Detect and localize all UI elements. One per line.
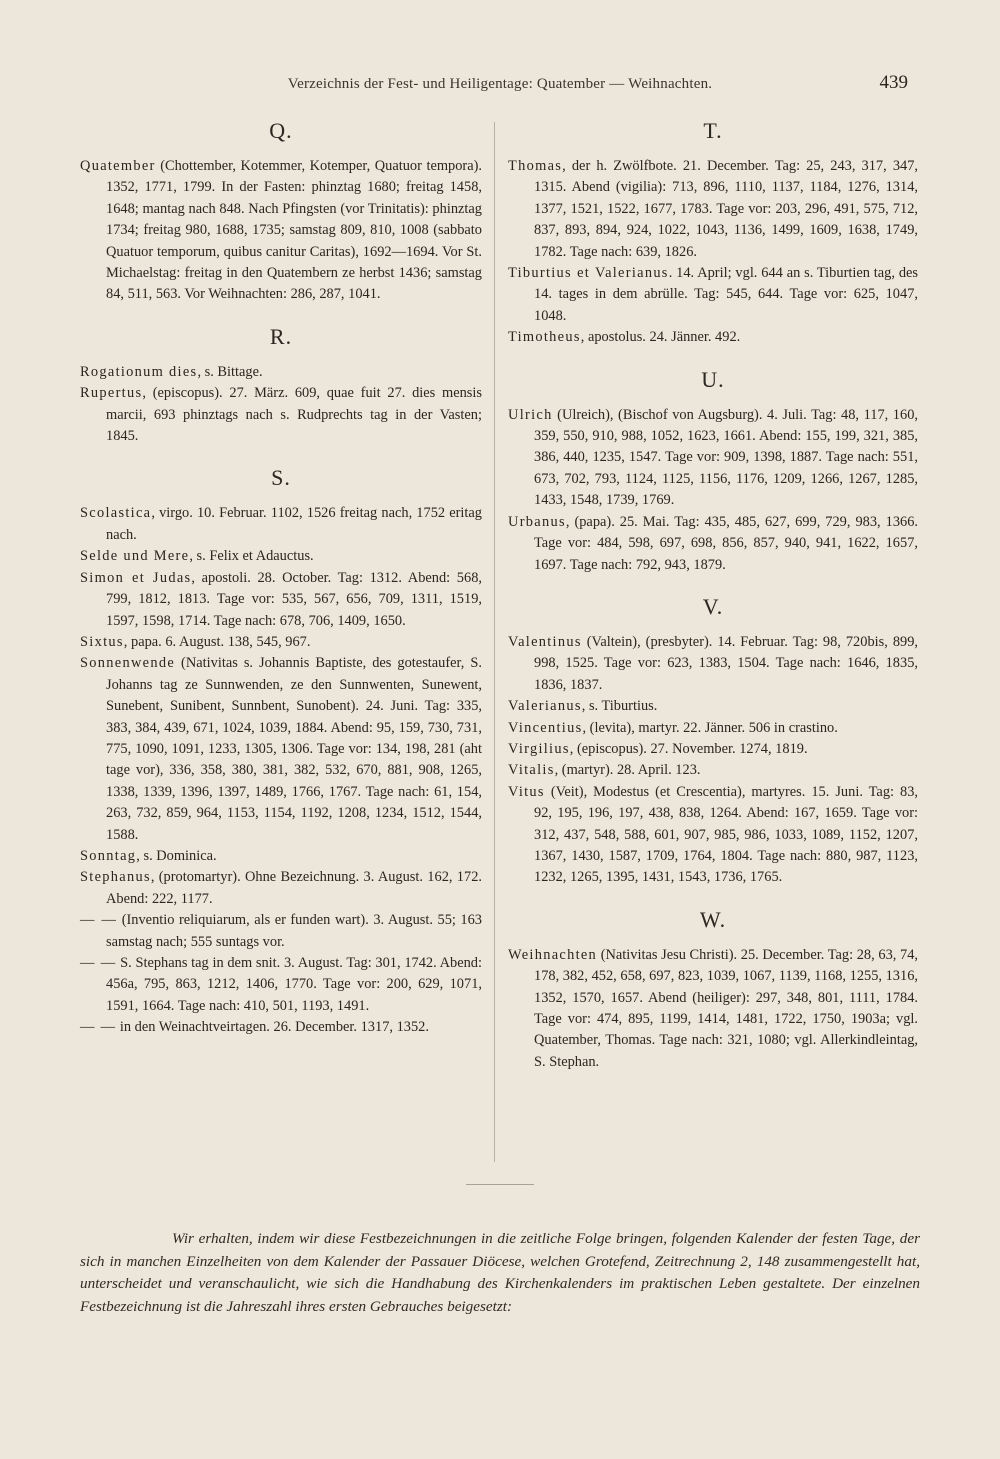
entry-head: Timotheus — [508, 329, 581, 346]
section-letter-t: T. — [703, 118, 723, 143]
entry-text: (Chottember, Kotemmer, Kotemper, Quatuor tempora). 1352, 1771, 1799. In der Fasten: phinztag 1680; freitag 1458, 1648; mantag nach 848. Nach Pfingsten (vor Trinitatis): phinztag 1734; freitag 980, 1688, 1735; samstag 809, 810, 1008 (sabbato Quatuor temporum, quibus canitur Caritas), 1692—1694. Vor St. Michaelstag: freitag in den Quatembern ze herbst 1436; samstag 84, 511, 563. Vor Weihnachten: 286, 287, 1041. — [106, 158, 482, 303]
entry-text: (Valtein), (presbyter). 14. Februar. Tag: 98, 720bis, 899, 998, 1525. Tage vor: 623, 1383, 1504. Tage nach: 1646, 1835, 1836, 1837. — [534, 633, 918, 693]
entry-text: , apostolus. 24. Jänner. 492. — [580, 329, 741, 346]
entry-scolastica — [80, 503, 482, 546]
entry-quatember — [80, 156, 482, 306]
entry-thomas — [508, 156, 918, 263]
section-letter-r: R. — [269, 323, 293, 349]
entry-vincentius — [508, 718, 918, 739]
entry-text: (Ulreich), (Bischof von Augsburg). 4. Juli. Tag: 48, 117, 160, 359, 550, 910, 988, 1052, 1623, 1661. Abend: 155, 199, 321, 385, 386, 440, 1235, 1547. Tage vor: 909, 1398, 1887. Tage nach: 551, 673, 702, 793, 1124, 1125, 1156, 1176, 1209, 1266, 1267, 1285, 1433, 1548, 1739, 1769. — [534, 406, 918, 509]
entry-text: (Nativitas s. Johannis Baptiste, des gotestaufer, S. Johanns tag ze Sunnwenden, ze den Sunnwenten, Sunewent, Sunebent, Sunibent, Sunnbent, Sunobent). 24. Juni. Tag: 335, 383, 384, 439, 671, 1024, 1039, 1884. Abend: 95, 159, 730, 731, 775, 1090, 1091, 1233, 1305, 1306. Tage vor: 134, 198, 281 (aht tage vor), 336, 358, 380, 381, 382, 532, 670, 881, 908, 1265, 1338, 1339, 1396, 1397, 1489, 1766, 1767. Tage nach: 61, 154, 263, 732, 859, 964, 1153, 1154, 1192, 1208, 1234, 1512, 1544, 1588. — [106, 655, 482, 843]
entry-tiburtius — [508, 263, 918, 327]
entry-text: S. Stephans tag in dem snit. 3. August. Tag: 301, 1742. Abend: 456a, 795, 863, 1212, 1406, 1770. Tage vor: 200, 629, 1071, 1591, 1664. Tage nach: 410, 501, 1193, 1491. — [106, 955, 482, 1014]
entry-head: — — — [80, 955, 117, 971]
entry-text: (Nativitas Jesu Christi). 25. December. Tag: 28, 63, 74, 178, 382, 452, 658, 697, 823, 1039, 1067, 1139, 1168, 1255, 1316, 1352, 1570, 1657. Abend (heiliger): 297, 348, 801, 1111, 1784. Tage vor: 474, 895, 1199, 1414, 1481, 1722, 1750, 1903a; vgl. Quatember, Thomas. Tage nach: 321, 1080; vgl. Allerkindleintag, S. Stephan. — [534, 946, 918, 1070]
entry-vitus — [508, 782, 918, 889]
column-divider — [494, 122, 495, 1162]
entry-virgilius — [508, 739, 918, 760]
right-column — [508, 118, 918, 1073]
entry-head: Sonntag — [80, 847, 137, 864]
entry-text: , s. Bittage. — [197, 363, 263, 380]
entry-head: — — — [80, 912, 118, 929]
entry-stephanus-snit — [80, 953, 482, 1017]
entry-text: , papa. 6. August. 138, 545, 967. — [123, 633, 311, 650]
entry-text: . 14. April; vgl. 644 an s. Tiburtien tag, des 14. tages in dem abrülle. Tag: 545, 644. Tage vor: 625, 1047, 1048. — [534, 265, 918, 324]
entry-head: Simon et Judas — [80, 569, 192, 586]
entry-timotheus — [508, 327, 918, 348]
entry-text: , virgo. 10. Februar. 1102, 1526 freitag nach, 1752 eritag nach. — [106, 505, 482, 543]
entry-text: (Veit), Modestus (et Crescentia), martyres. 15. Juni. Tag: 83, 92, 195, 196, 197, 438, 838, 1264. Abend: 167, 1659. Tage vor: 312, 437, 548, 588, 601, 907, 985, 986, 1033, 1089, 1152, 1207, 1367, 1430, 1587, 1709, 1764, 1804. Tage nach: 880, 987, 1123, 1232, 1265, 1395, 1431, 1543, 1736, 1765. — [534, 783, 918, 886]
entry-head: Selde und Mere — [80, 548, 190, 565]
entry-head: Sonnenwende — [80, 655, 176, 672]
entry-valentinus — [508, 632, 918, 696]
entry-head: Scolastica — [80, 505, 152, 522]
entry-text: , (martyr). 28. April. 123. — [554, 762, 701, 779]
closing-paragraph: Wir erhalten, indem wir diese Festbezeichnungen in die zeitliche Folge bringen, folgenden Kalender der festen Tage, der sich in manchen Einzelheiten von dem Kalender der Passauer Diöcese, welchen Grotefend, Zeitrechnung 2, 148 zusammengestellt hat, unterscheidet und veranschaulicht, wie sich die Handhabung des Kirchenkalenders im praktischen Leben gestaltete. Der einzelnen Festbezeichnung ist die Jahreszahl ihres ersten Gebrauches beigesetzt: — [80, 1230, 920, 1315]
section-letter-v: V. — [702, 593, 724, 619]
page-number: 439 — [879, 72, 908, 93]
entry-head: Weihnachten — [508, 946, 598, 963]
entry-text: , apostoli. 28. October. Tag: 1312. Abend: 568, 799, 1812, 1813. Tage vor: 535, 567, 656, 709, 1311, 1519, 1597, 1598, 1714. Tage nach: 678, 706, 1409, 1650. — [106, 569, 482, 629]
entry-text: in den Weinachtveirtagen. 26. December. 1317, 1352. — [116, 1019, 429, 1036]
entry-text: , der h. Zwölfbote. 21. December. Tag: 25, 243, 317, 347, 1315. Abend (vigilia): 713, 896, 1110, 1137, 1184, 1276, 1314, 1377, 1521, 1522, 1677, 1783. Tage vor: 203, 296, 491, 575, 712, 837, 893, 894, 924, 1022, 1043, 1136, 1499, 1609, 1638, 1749, 1782. Tage nach: 639, 1826. — [534, 158, 918, 260]
entry-text: , s. Dominica. — [136, 847, 217, 864]
entry-ulrich — [508, 405, 918, 512]
entry-head: Vitalis — [508, 762, 555, 779]
section-letter-q: Q. — [269, 118, 293, 143]
entry-head: Ulrich — [508, 406, 553, 423]
entry-stephanus — [80, 867, 482, 910]
entry-weihnachten — [508, 945, 918, 1073]
entry-sixtus — [80, 632, 482, 653]
entry-stephanus-weinacht — [80, 1017, 482, 1038]
entry-head: Sixtus — [80, 633, 124, 650]
entry-text: , (levita), martyr. 22. Jänner. 506 in crastino. — [582, 719, 838, 736]
entry-head: Virgilius — [508, 740, 570, 757]
section-letter-s: S. — [271, 465, 291, 491]
entry-text: , s. Tiburtius. — [581, 698, 658, 715]
entry-head: Rupertus — [80, 385, 143, 402]
entry-text: , (papa). 25. Mai. Tag: 435, 485, 627, 699, 729, 983, 1366. Tage vor: 484, 598, 697, 698, 856, 857, 940, 941, 1622, 1657, 1697. Tage nach: 792, 943, 1879. — [534, 513, 918, 573]
entry-sonntag — [80, 846, 482, 867]
entry-text: , (protomartyr). Ohne Bezeichnung. 3. August. 162, 172. Abend: 222, 1177. — [106, 869, 482, 907]
entry-text: , s. Felix et Adauctus. — [189, 548, 314, 565]
section-letter-w: W. — [699, 906, 727, 932]
entry-head: Stephanus — [80, 869, 151, 886]
running-head: Verzeichnis der Fest- und Heiligentage: Quatember — Weihnachten. — [287, 76, 713, 92]
left-column — [80, 118, 482, 1039]
section-rule — [466, 1184, 534, 1185]
entry-head: Valerianus — [508, 698, 582, 715]
entry-head: Thomas — [508, 158, 563, 174]
entry-sonnenwende — [80, 653, 482, 846]
entry-head: Valentinus — [508, 633, 582, 650]
entry-selde-und-mere — [80, 546, 482, 567]
entry-urbanus — [508, 512, 918, 576]
entry-text: (Inventio reliquiarum, als er funden wart). 3. August. 55; 163 samstag nach; 555 suntags vor. — [106, 912, 482, 950]
entry-head: Urbanus — [508, 513, 566, 530]
entry-rogationum — [80, 362, 482, 383]
entry-valerianus — [508, 696, 918, 717]
entry-text: , (episcopus). 27. November. 1274, 1819. — [569, 740, 808, 757]
entry-vitalis — [508, 760, 918, 781]
entry-stephanus-inventio — [80, 910, 482, 953]
entry-head: Tiburtius et Valerianus — [508, 265, 669, 282]
entry-head: Rogationum dies — [80, 363, 198, 380]
entry-head: Vitus — [508, 783, 545, 800]
entry-rupertus — [80, 383, 482, 447]
entry-head: Vincentius — [508, 719, 583, 736]
entry-head: Quatember — [80, 158, 156, 174]
entry-simon-et-judas — [80, 568, 482, 632]
entry-head: — — — [80, 1019, 117, 1036]
entry-text: , (episcopus). 27. März. 609, quae fuit 27. dies mensis marcii, 693 phinztags nach s. Rudprechts tag in der Vasten; 1845. — [106, 385, 482, 445]
section-letter-u: U. — [701, 366, 725, 392]
